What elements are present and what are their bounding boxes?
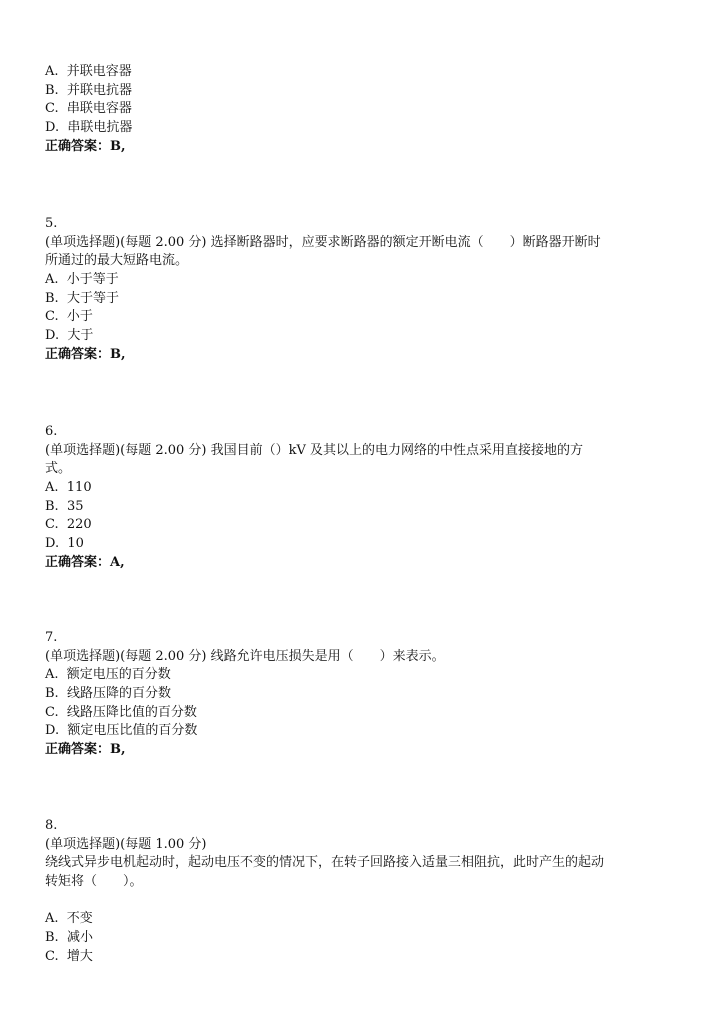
- option-b: B. 减小: [45, 930, 93, 946]
- question-stem: (单项选择题)(每题 1.00 分): [45, 836, 207, 852]
- question-5: [45, 215, 685, 365]
- question-stem: 所通过的最大短路电流。: [45, 253, 189, 269]
- option-d: D. 10: [45, 536, 84, 552]
- option-a: A. 110: [45, 480, 92, 496]
- option-b: B. 35: [45, 498, 84, 514]
- question-stem: (单项选择题)(每题 2.00 分) 选择断路器时，应要求断路器的额定开断电流（ ）断路器开断时: [45, 234, 601, 250]
- question-stem: (单项选择题)(每题 2.00 分) 线路允许电压损失是用（ ）来表示。: [45, 648, 445, 664]
- question-number: 7.: [45, 630, 58, 645]
- option-a: A. 不变: [45, 911, 93, 927]
- correct-answer: 正确答案：B,: [45, 138, 126, 154]
- correct-answer: 正确答案：A,: [45, 554, 125, 570]
- option-d: D. 大于: [45, 328, 94, 344]
- question-stem: 绕线式异步电机起动时，起动电压不变的情况下，在转子回路接入适量三相阻抗，此时产生的起动: [45, 855, 605, 871]
- correct-answer: 正确答案：B,: [45, 742, 126, 758]
- option-a: A. 并联电容器: [45, 64, 132, 79]
- question-number: 6.: [45, 424, 58, 439]
- option-c: C. 小于: [45, 309, 93, 325]
- question-6: [45, 423, 685, 573]
- question-stem: 式。: [45, 461, 72, 477]
- question-4-tail: [45, 63, 685, 156]
- question-8: [45, 817, 685, 967]
- blank-line: [45, 892, 685, 911]
- option-b: B. 线路压降的百分数: [45, 686, 171, 702]
- question-number: 5.: [45, 216, 58, 231]
- option-b: B. 并联电抗器: [45, 82, 132, 98]
- question-number: 8.: [45, 818, 58, 833]
- question-7: [45, 629, 685, 760]
- correct-answer: 正确答案：B,: [45, 346, 126, 362]
- option-b: B. 大于等于: [45, 290, 119, 306]
- option-d: D. 串联电抗器: [45, 120, 133, 136]
- option-c: C. 线路压降比值的百分数: [45, 704, 197, 720]
- option-a: A. 额定电压的百分数: [45, 667, 171, 683]
- question-stem: 转矩将（ ）。: [45, 874, 143, 890]
- question-stem: (单项选择题)(每题 2.00 分) 我国目前（）kV 及其以上的电力网络的中性点采用直接接地的方: [45, 442, 584, 458]
- option-d: D. 额定电压比值的百分数: [45, 723, 198, 739]
- option-c: C. 220: [45, 517, 92, 533]
- option-a: A. 小于等于: [45, 272, 119, 288]
- option-c: C. 增大: [45, 948, 93, 964]
- option-c: C. 串联电容器: [45, 101, 132, 117]
